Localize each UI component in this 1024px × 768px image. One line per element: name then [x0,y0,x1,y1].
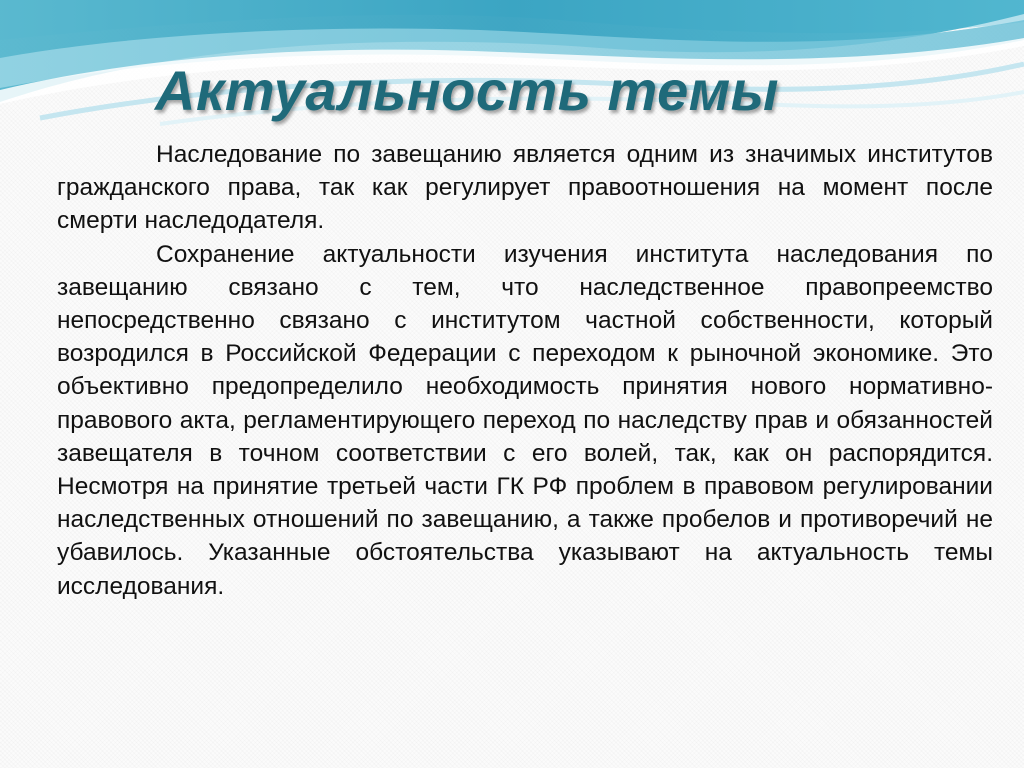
body-text [57,138,993,603]
slide-title: Актуальность темы [155,59,780,122]
paragraph-2: Сохранение актуальности изучения института наследования по завещанию связано с тем, что наследственное правопреемство непосредственно связано с институтом частной собственности, который возродился в Российской Федерации с переходом к рыночной экономике. Это объективно предопределило необходимость принятия нового нормативно-правового акта, регламентирующего переход по наследству прав и обязанностей завещателя в точном соответствии с его волей, так, как он распорядится. Несмотря на принятие третьей части ГК РФ проблем в правовом регулировании наследственных отношений по завещанию, а также пробелов и противоречий не убавилось. Указанные обстоятельства указывают на актуальность темы исследования. [57,240,993,600]
paragraph-1: Наследование по завещанию является одним из значимых институтов гражданского права, так как регулирует правоотношения на момент после смерти наследодателя. [57,141,993,235]
